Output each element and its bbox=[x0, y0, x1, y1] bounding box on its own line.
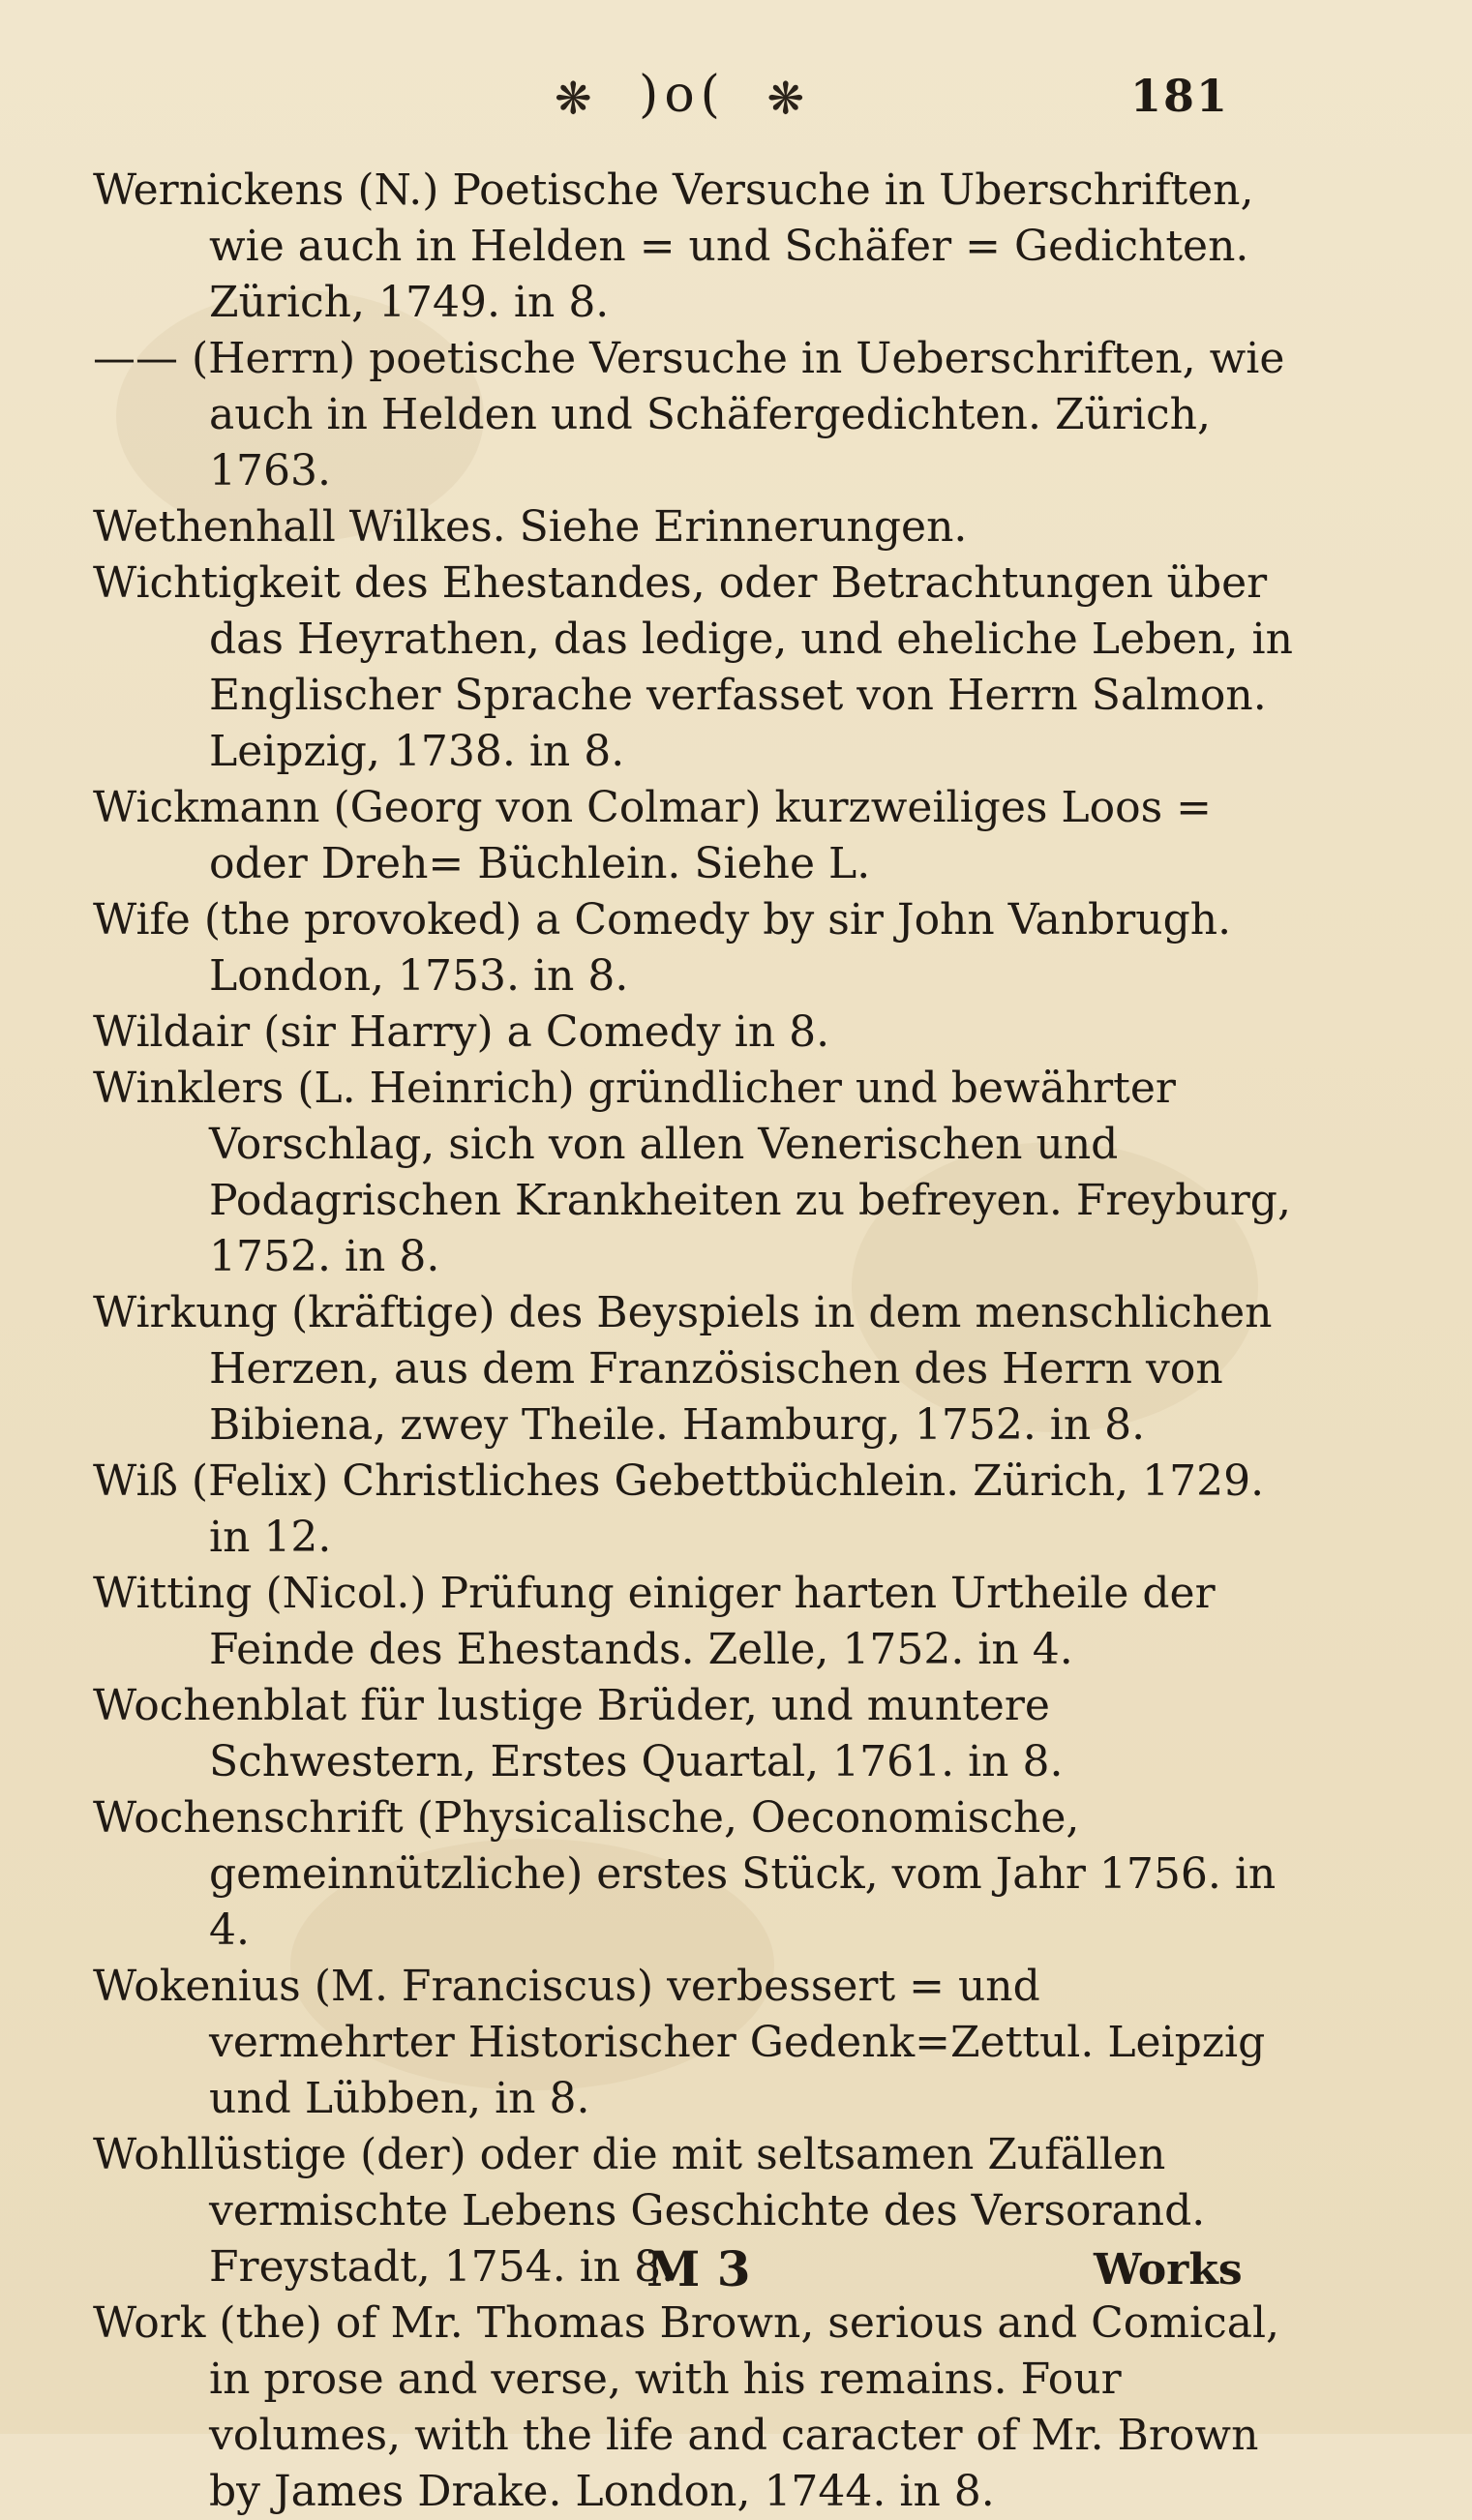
signature-mark: M 3 bbox=[646, 2240, 751, 2297]
index-entry: —— (Herrn) poetische Versuche in Ueberschriften, wie auch in Helden und Schäfergedichten. Zürich, 1763. bbox=[93, 334, 1285, 495]
right-ornament-icon: ❋ bbox=[766, 72, 811, 125]
index-entry: Wochenschrift (Physicalische, Oeconomische, gemeinnützliche) erstes Stück, vom Jahr 1756. in 4. bbox=[93, 1793, 1277, 1955]
index-entry: Witting (Nicol.) Prüfung einiger harten Urtheile der Feinde des Ehestands. Zelle, 1752. in 4. bbox=[93, 1569, 1216, 1674]
catchword: Works bbox=[1094, 2245, 1243, 2295]
page-number: 181 bbox=[1130, 70, 1230, 122]
head-center-text: )o( bbox=[639, 66, 726, 124]
index-entry: Work (the) of Mr. Thomas Brown, serious and Comical, in prose and verse, with his remains. Four volumes, with the life and caracter of Mr. Brown by James Drake. London, 1744. in 8. bbox=[93, 2298, 1280, 2516]
index-entry: Wohllüstige (der) oder die mit seltsamen Zufällen vermischte Lebens Geschichte des Versorand. Freystadt, 1754. in 8. bbox=[93, 2130, 1206, 2292]
index-entry: Wildair (sir Harry) a Comedy in 8. bbox=[93, 1007, 830, 1057]
index-entry: Wethenhall Wilkes. Siehe Erinnerungen. bbox=[93, 502, 968, 552]
running-head bbox=[0, 60, 1472, 128]
head-ornament-group bbox=[484, 66, 881, 128]
index-entry: Winklers (L. Heinrich) gründlicher und bewährter Vorschlag, sich von allen Venerischen und Podagrischen Krankheiten zu befreyen. Freyburg, 1752. in 8. bbox=[93, 1064, 1291, 1281]
index-entry: Wife (the provoked) a Comedy by sir John Vanbrugh. London, 1753. in 8. bbox=[93, 895, 1232, 1001]
index-entry: Wiß (Felix) Christliches Gebettbüchlein. Zürich, 1729. in 12. bbox=[93, 1456, 1265, 1562]
index-entry: Wernickens (N.) Poetische Versuche in Uberschriften, wie auch in Helden = und Schäfer = Gedichten. Zürich, 1749. in 8. bbox=[93, 165, 1254, 327]
index-entry: Wochenblat für lustige Brüder, und muntere Schwestern, Erstes Quartal, 1761. in 8. bbox=[93, 1681, 1064, 1786]
index-entry: Wokenius (M. Franciscus) verbessert = und vermehrter Historischer Gedenk=Zettul. Leipzig und Lübben, in 8. bbox=[93, 1962, 1266, 2123]
index-entry: Wirkung (kräftige) des Beyspiels in dem menschlichen Herzen, aus dem Französischen des Herrn von Bibiena, zwey Theile. Hamburg, 1752. in 8. bbox=[93, 1288, 1273, 1450]
index-entries bbox=[93, 163, 1293, 2520]
index-entry: Wichtigkeit des Ehestandes, oder Betrachtungen über das Heyrathen, das ledige, und eheliche Leben, in Englischer Sprache verfasset von Herrn Salmon. Leipzig, 1738. in 8. bbox=[93, 558, 1293, 776]
index-entry: Wickmann (Georg von Colmar) kurzweiliges Loos = oder Dreh= Büchlein. Siehe L. bbox=[93, 783, 1213, 888]
left-ornament-icon: ❋ bbox=[554, 72, 598, 125]
